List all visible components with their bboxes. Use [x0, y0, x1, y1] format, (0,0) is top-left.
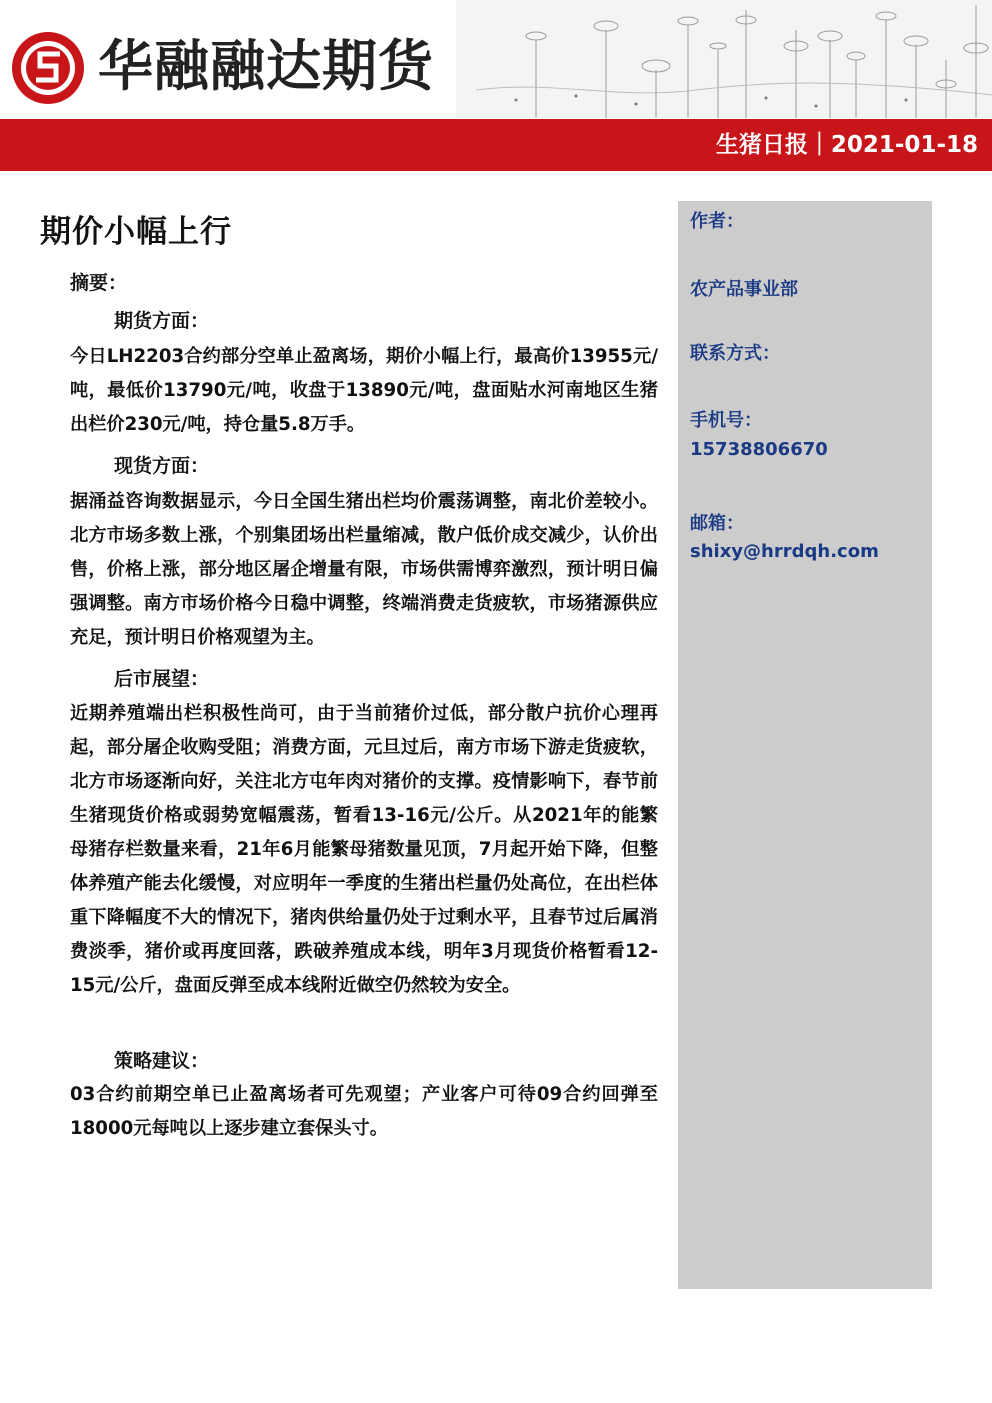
section-text-spot: 据涌益咨询数据显示，今日全国生猪出栏均价震荡调整，南北价差较小。北方市场多数上涨，个别集团场出栏量缩减，散户低价成交减少，认价出售，价格上涨，部分地区屠企增量有限，市场供需博弈激烈，预计明日偏强调整。南方市场价格今日稳中调整，终端消费走货疲软，市场猪源供应充足，预计明日价格观望为主。	[70, 491, 658, 648]
email-address[interactable]: shixy@hrrdqh.com	[690, 541, 879, 562]
author-sidebar	[678, 201, 932, 1289]
company-name: 华融融达期货	[98, 33, 435, 98]
section-text-futures: 今日LH2203合约部分空单止盈离场，期价小幅上行，最高价13955元/吨，最低价13790元/吨，收盘于13890元/吨，盘面贴水河南地区生猪出栏价230元/吨，持仓量5.8万手。	[70, 346, 658, 435]
report-type-date: 生猪日报｜2021-01-18	[715, 132, 978, 158]
section-text-outlook: 近期养殖端出栏积极性尚可，由于当前猪价过低，部分散户抗价心理再起，部分屠企收购受阻；消费方面，元旦过后，南方市场下游走货疲软，北方市场逐渐向好，关注北方屯年肉对猪价的支撑。疫情影响下，春节前生猪现货价格或弱势宽幅震荡，暂看13-16元/公斤。从2021年的能繁母猪存栏数量来看，21年6月能繁母猪数量见顶，7月起开始下降，但整体养殖产能去化缓慢，对应明年一季度的生猪出栏量仍处高位，在出栏体重下降幅度不大的情况下，猪肉供给量仍处于过剩水平，且春节过后属消费淡季，猪价或再度回落，跌破养殖成本线，明年3月现货价格暂看12-15元/公斤，盘面反弹至成本线附近做空仍然较为安全。	[70, 703, 658, 996]
author-label: 作者：	[690, 211, 744, 232]
company-logo-icon	[10, 30, 86, 106]
contact-label: 联系方式：	[690, 343, 780, 364]
page-header	[0, 0, 992, 175]
section-heading-futures: 期货方面：	[114, 310, 210, 332]
section-heading-outlook: 后市展望：	[114, 668, 210, 690]
summary-label: 摘要：	[70, 272, 128, 294]
department: 农产品事业部	[690, 279, 798, 300]
decorative-pattern	[456, 0, 992, 118]
phone-label: 手机号：	[690, 410, 762, 431]
section-heading-spot: 现货方面：	[114, 455, 210, 477]
phone-number: 15738806670	[690, 439, 828, 460]
report-title: 期价小幅上行	[40, 214, 232, 250]
section-heading-strategy: 策略建议：	[114, 1050, 210, 1072]
email-label: 邮箱：	[690, 513, 744, 534]
section-text-strategy: 03合约前期空单已止盈离场者可先观望；产业客户可待09合约回弹至18000元每吨以上逐步建立套保头寸。	[70, 1084, 658, 1139]
